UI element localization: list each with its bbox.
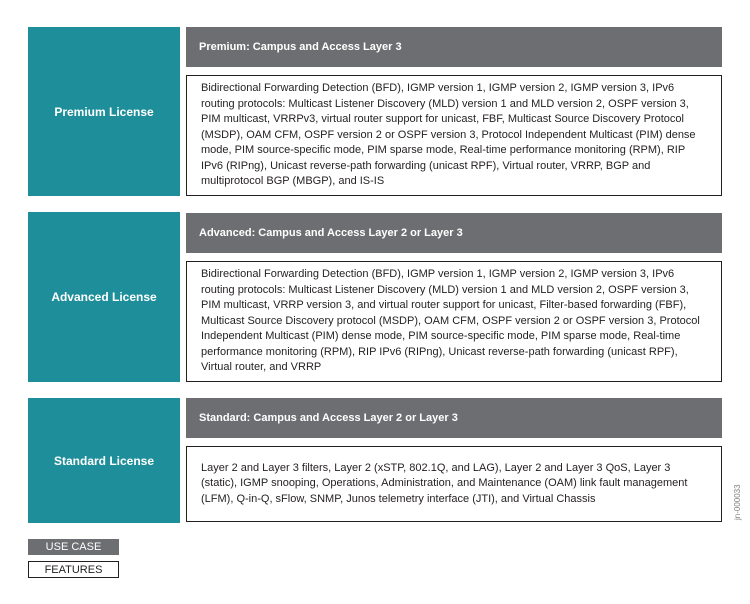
standard-features-text: Layer 2 and Layer 3 filters, Layer 2 (xSTP, 802.1Q, and LAG), Layer 2 and Layer 3 QoS, Layer 3 (static), IGMP snooping, Operations, Administration, and Maintenance (OAM) link fault management (LFM), Q-in-Q, sFlow, SNMP, Junos telemetry interface (JTI), and Virtual Chassis: [201, 461, 688, 505]
standard-use-case: Standard: Campus and Access Layer 2 or Layer 3: [186, 398, 722, 438]
premium-features: [186, 75, 722, 196]
premium-use-case: Premium: Campus and Access Layer 3: [186, 27, 722, 67]
advanced-use-case: Advanced: Campus and Access Layer 2 or Layer 3: [186, 213, 722, 253]
figure-id: jn-000033: [733, 484, 742, 520]
standard-features: [186, 446, 722, 522]
legend-use-case: USE CASE: [28, 539, 119, 555]
premium-features-text: Bidirectional Forwarding Detection (BFD), IGMP version 1, IGMP version 2, IGMP version 3, IPv6 routing protocols: Multicast Listener Discovery (MLD) version 1 and MLD version 2, OSPF version 3, PIM multicast, VRRPv3, virtual router support for unicast, FBF, Multicast Source Discovery Protocol (MSDP), OAM CFM, OSPF version 2 or OSPF version 3, Protocol Independent Multicast (PIM) dense mode, PIM source-specific mode, PIM sparse mode, Real-time performance monitoring (RPM), RIP IPv6 (RIPng), Unicast reverse-path forwarding (unicast RPF), Virtual router, VRRP, BGP and multiprotocol BGP (MBGP), and IS-IS: [201, 81, 696, 188]
legend-features: FEATURES: [28, 561, 119, 578]
advanced-features-text: Bidirectional Forwarding Detection (BFD), IGMP version 1, IGMP version 2, IGMP version 3, IPv6 routing protocols: Multicast Listener Discovery (MLD) version 1 and MLD version 2, OSPF version 3, PIM multicast, VRRP version 3, and virtual router support for unicast, Filter-based forwarding (FBF), Multicast Source Discovery protocol (MSDP), OAM CFM, OSPF version 2 or OSPF version 3, Protocol Independent Multicast (PIM) dense mode, PIM source-specific mode, PIM sparse mode, Real-time performance monitoring (RPM), RIP IPv6 (RIPng), Unicast reverse-path forwarding (unicast RPF), Virtual router, and VRRP: [201, 267, 700, 374]
advanced-features: [186, 261, 722, 382]
advanced-license-label: Advanced License: [28, 212, 180, 382]
standard-license-label: Standard License: [28, 398, 180, 523]
premium-license-label: Premium License: [28, 27, 180, 196]
